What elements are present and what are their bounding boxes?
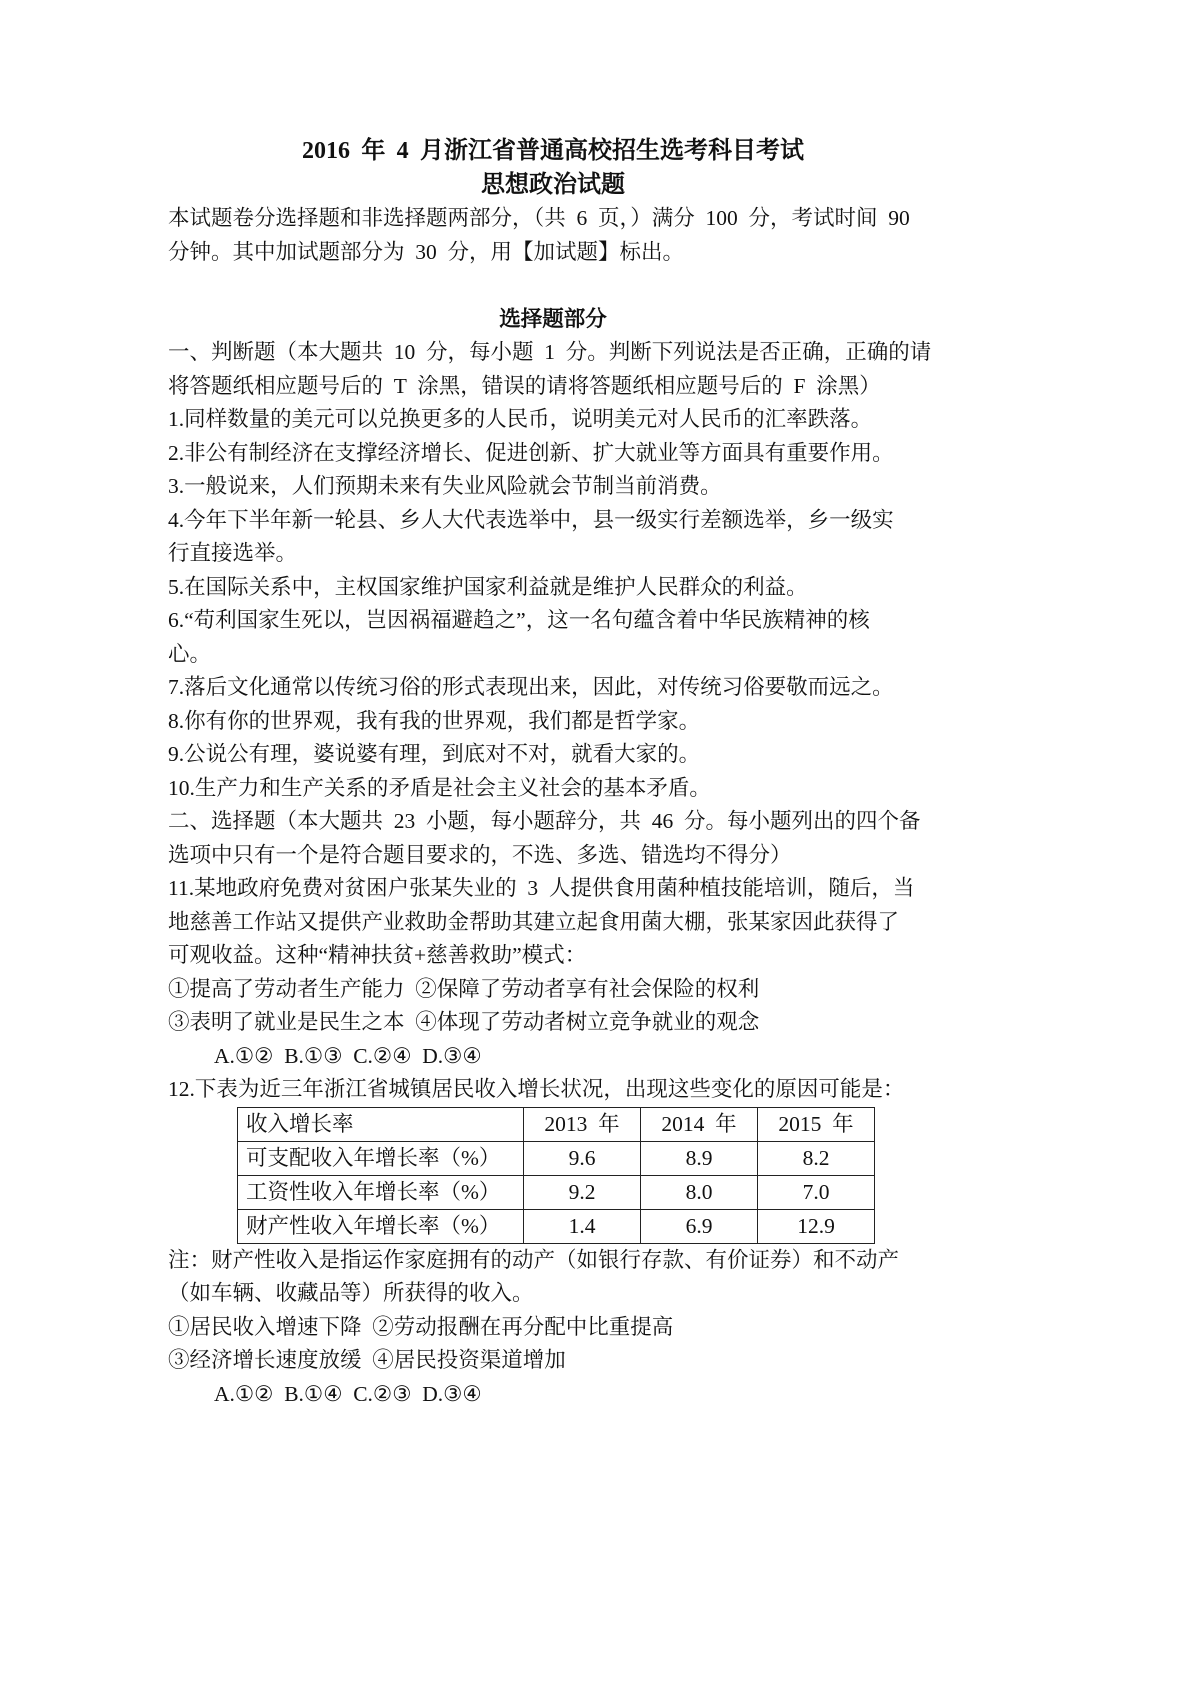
question-6 [168,604,938,671]
option-b: B.①④ [284,1381,343,1406]
table-cell: 8.2 [758,1141,875,1175]
question-5 [168,571,938,605]
statement-row [168,1344,938,1378]
question-line: 2.非公有制经济在支撑经济增长、促进创新、扩大就业等方面具有重要作用。 [168,440,894,465]
question-line: 1.同样数量的美元可以兑换更多的人民币，说明美元对人民币的汇率跌落。 [168,407,873,431]
statement-1: ①居民收入增速下降 [168,1314,362,1339]
instruction-line: 选项中只有一个是符合题目要求的，不选、多选、错选均不得分） [168,842,792,867]
option-a: A.①② [214,1381,274,1406]
table-cell: 1.4 [524,1209,641,1243]
table-cell: 12.9 [758,1209,875,1243]
question-stem-line: 地慈善工作站又提供产业救助金帮助其建立起食用菌大棚，张某家因此获得了 [168,909,900,934]
question-7 [168,671,938,705]
exam-title: 2016 年 4 月浙江省普通高校招生选考科目考试 [301,138,805,164]
note-line: （如车辆、收藏品等）所获得的收入。 [168,1281,534,1305]
answer-options [168,1040,938,1074]
statement-3: ③经济增长速度放缓 [168,1348,362,1372]
section-heading: 选择题部分 [499,306,607,331]
table-row [238,1175,875,1209]
option-c: C.②④ [353,1043,412,1068]
option-b: B.①③ [284,1043,343,1068]
instruction-line: 将答题纸相应题号后的 T 涂黑，错误的请将答题纸相应题号后的 F 涂黑） [168,373,881,398]
table-header-row [238,1107,875,1141]
statement-1: ①提高了劳动者生产能力 [168,976,405,1001]
table-cell: 可支配收入年增长率（%） [238,1141,524,1175]
statement-2: ②保障了劳动者享有社会保险的权利 [415,976,760,1001]
table-cell: 财产性收入年增长率（%） [238,1209,524,1243]
table-cell: 9.6 [524,1141,641,1175]
question-line: 7.落后文化通常以传统习俗的形式表现出来，因此，对传统习俗要敬而远之。 [168,675,894,699]
statement-4: ④居民投资渠道增加 [372,1348,566,1372]
table-header-cell: 收入增长率 [238,1107,524,1141]
question-3 [168,470,938,504]
table-cell: 7.0 [758,1175,875,1209]
question-stem-line: 11.某地政府免费对贫困户张某失业的 3 人提供食用菌种植技能培训，随后，当 [168,876,915,900]
statement-row [168,1006,938,1040]
exam-subtitle: 思想政治试题 [481,171,625,198]
question-line: 9.公说公有理，婆说婆有理，到底对不对，就看大家的。 [168,742,701,766]
option-d: D.③④ [422,1381,482,1406]
table-cell: 8.0 [641,1175,758,1209]
instruction-line: 一、判断题（本大题共 10 分，每小题 1 分。判断下列说法是否正确，正确的请 [168,340,932,364]
question-line: 3.一般说来，人们预期未来有失业风险就会节制当前消费。 [168,474,722,498]
statement-4: ④体现了劳动者树立竞争就业的观念 [415,1010,760,1034]
part-two-instructions [168,805,938,872]
table-cell: 9.2 [524,1175,641,1209]
statement-row [168,973,938,1007]
table-row [238,1209,875,1243]
option-d: D.③④ [422,1043,482,1068]
option-c: C.②③ [353,1381,412,1406]
question-9 [168,738,938,772]
question-stem-line: 可观收益。这种“精神扶贫+慈善救助”模式： [168,943,587,967]
income-growth-table [237,1107,875,1244]
question-line: 4.今年下半年新一轮县、乡人大代表选举中，县一级实行差额选举，乡一级实 [168,507,894,532]
table-cell: 工资性收入年增长率（%） [238,1175,524,1209]
question-8 [168,705,938,739]
part-one-instructions [168,336,938,403]
intro-line: 本试题卷分选择题和非选择题两部分，（共 6 页，）满分 100 分，考试时间 90 [168,206,910,230]
question-11 [168,872,938,1073]
question-10 [168,772,938,806]
question-line: 10.生产力和生产关系的矛盾是社会主义社会的基本矛盾。 [168,775,711,800]
intro-paragraph [168,202,938,269]
table-cell: 6.9 [641,1209,758,1243]
table-header-cell: 2013 年 [524,1107,641,1141]
question-line: 8.你有你的世界观，我有我的世界观，我们都是哲学家。 [168,708,701,733]
question-4 [168,504,938,571]
table-note [168,1244,938,1311]
exam-content [168,135,938,1411]
table-header-cell: 2014 年 [641,1107,758,1141]
instruction-line: 二、选择题（本大题共 23 小题，每小题辞分，共 46 分。每小题列出的四个备 [168,809,921,833]
table-row [238,1141,875,1175]
question-line: 心。 [168,641,212,666]
question-2 [168,437,938,471]
question-line: 5.在国际关系中，主权国家维护国家利益就是维护人民群众的利益。 [168,574,808,599]
question-stem-line: 12.下表为近三年浙江省城镇居民收入增长状况，出现这些变化的原因可能是： [168,1077,905,1101]
intro-line: 分钟。其中加试题部分为 30 分，用【加试题】标出。 [168,239,685,264]
question-line: 6.“苟利国家生死以，岂因祸福避趋之”，这一名句蕴含着中华民族精神的核 [168,608,870,632]
blank-line [168,269,938,303]
question-12 [168,1073,938,1411]
question-1 [168,403,938,437]
answer-options [168,1378,938,1412]
note-line: 注：财产性收入是指运作家庭拥有的动产（如银行存款、有价证券）和不动产 [168,1247,900,1272]
table-cell: 8.9 [641,1141,758,1175]
statement-2: ②劳动报酬在再分配中比重提高 [372,1314,674,1339]
option-a: A.①② [214,1043,274,1068]
statement-3: ③表明了就业是民生之本 [168,1010,405,1034]
statement-row [168,1311,938,1345]
table-header-cell: 2015 年 [758,1107,875,1141]
question-line: 行直接选举。 [168,541,298,565]
